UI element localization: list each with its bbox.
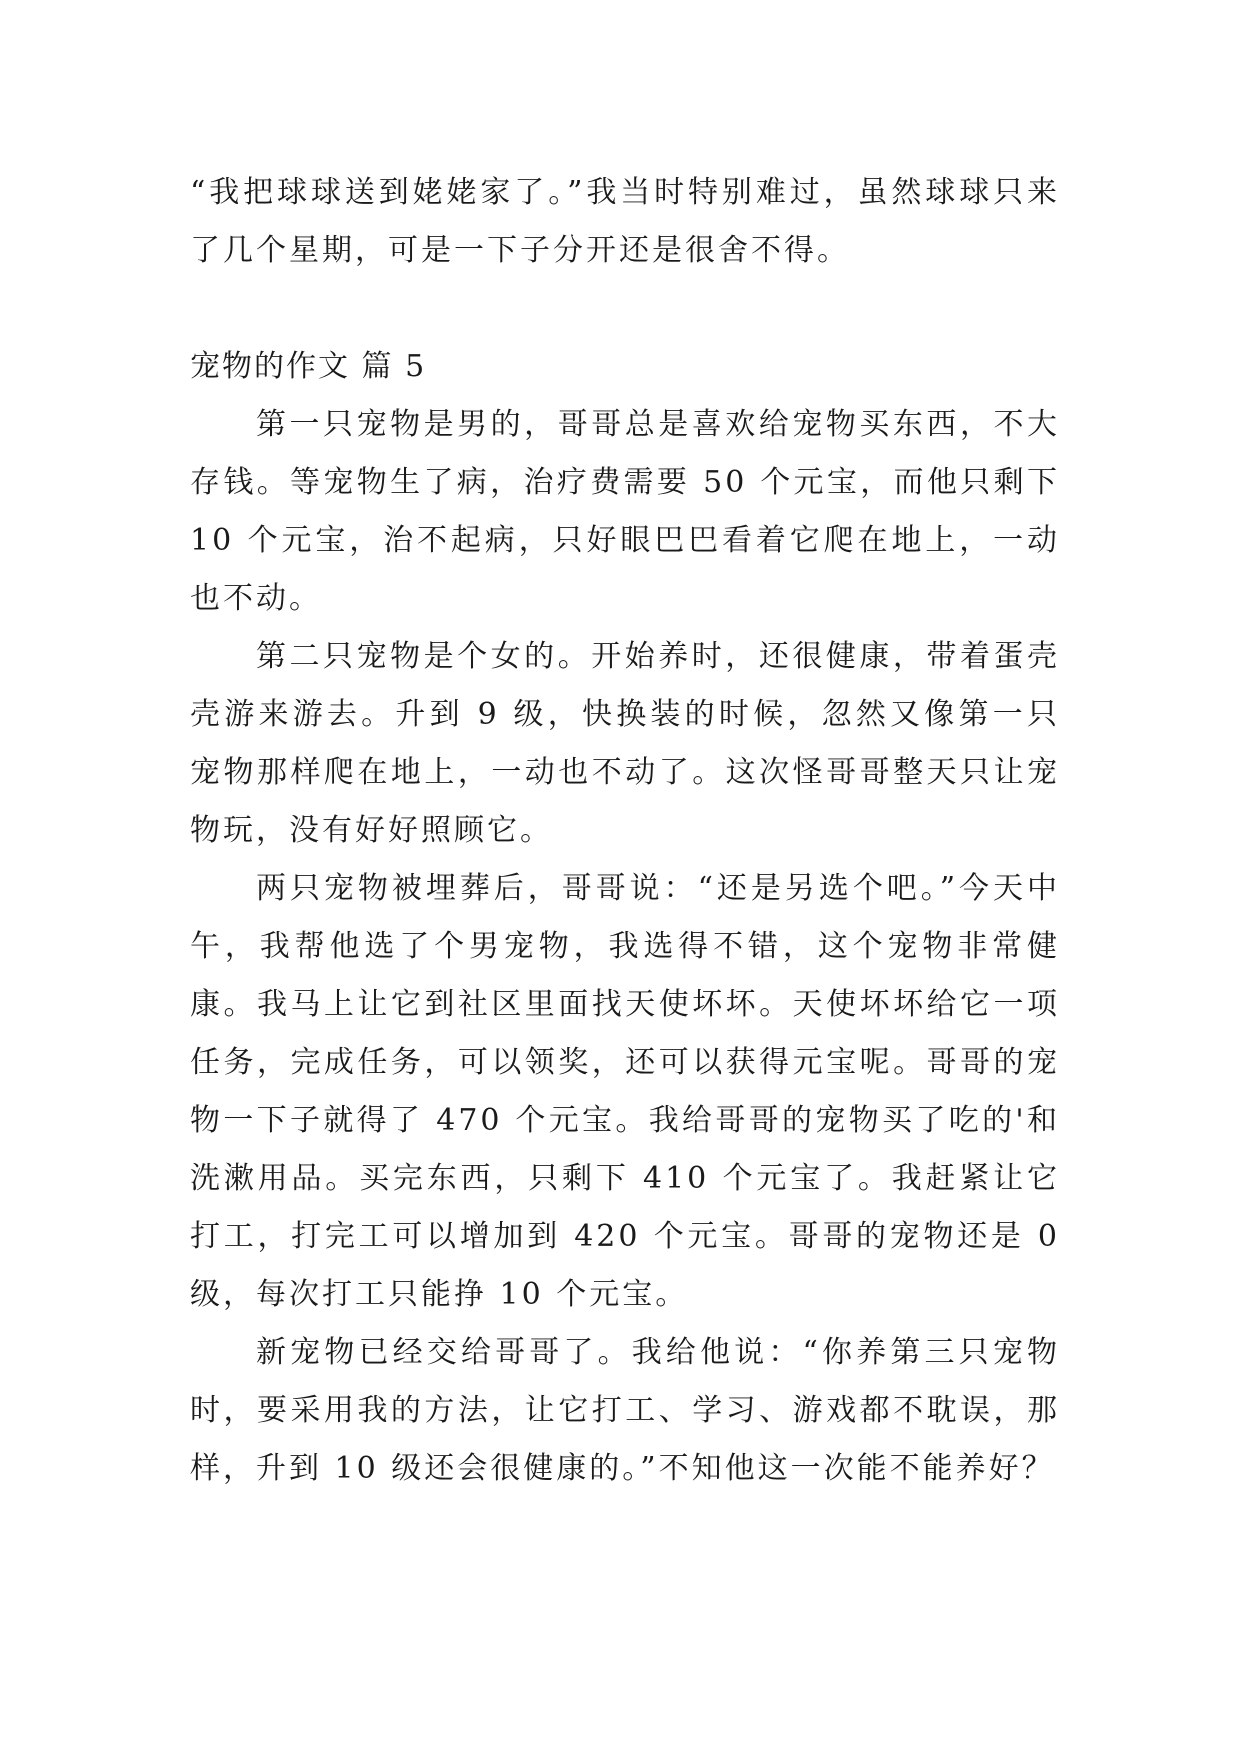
carryover-paragraph: “我把球球送到姥姥家了。”我当时特别难过，虽然球球只来了几个星期，可是一下子分开还是很舍不得。 bbox=[190, 175, 1060, 268]
paragraph: 第一只宠物是男的，哥哥总是喜欢给宠物买东西，不大存钱。等宠物生了病，治疗费需要 50 个元宝，而他只剩下 10 个元宝，治不起病，只好眼巴巴看着它爬在地上，一动也不动。 bbox=[190, 407, 1060, 616]
paragraph: 第二只宠物是个女的。开始养时，还很健康，带着蛋壳壳游来游去。升到 9 级，快换装的时候，忽然又像第一只宠物那样爬在地上，一动也不动了。这次怪哥哥整天只让宠物玩，没有好好照顾它。 bbox=[190, 639, 1060, 848]
section-title: 宠物的作文 篇 5 bbox=[190, 349, 427, 384]
paragraph: 新宠物已经交给哥哥了。我给他说：“你养第三只宠物时，要采用我的方法，让它打工、学习、游戏都不耽误，那样，升到 10 级还会很健康的。”不知他这一次能不能养好？ bbox=[190, 1335, 1060, 1486]
paragraph: 两只宠物被埋葬后，哥哥说：“还是另选个吧。”今天中午，我帮他选了个男宠物，我选得不错，这个宠物非常健康。我马上让它到社区里面找天使坏坏。天使坏坏给它一项任务，完成任务，可以领奖，还可以获得元宝呢。哥哥的宠物一下子就得了 470 个元宝。我给哥哥的宠物买了吃的'和洗漱用品。买完东西，只剩下 410 个元宝了。我赶紧让它打工，打完工可以增加到 420 个元宝。哥哥的宠物还是 0 级，每次打工只能挣 10 个元宝。 bbox=[190, 871, 1060, 1312]
document-body bbox=[190, 164, 1060, 1498]
